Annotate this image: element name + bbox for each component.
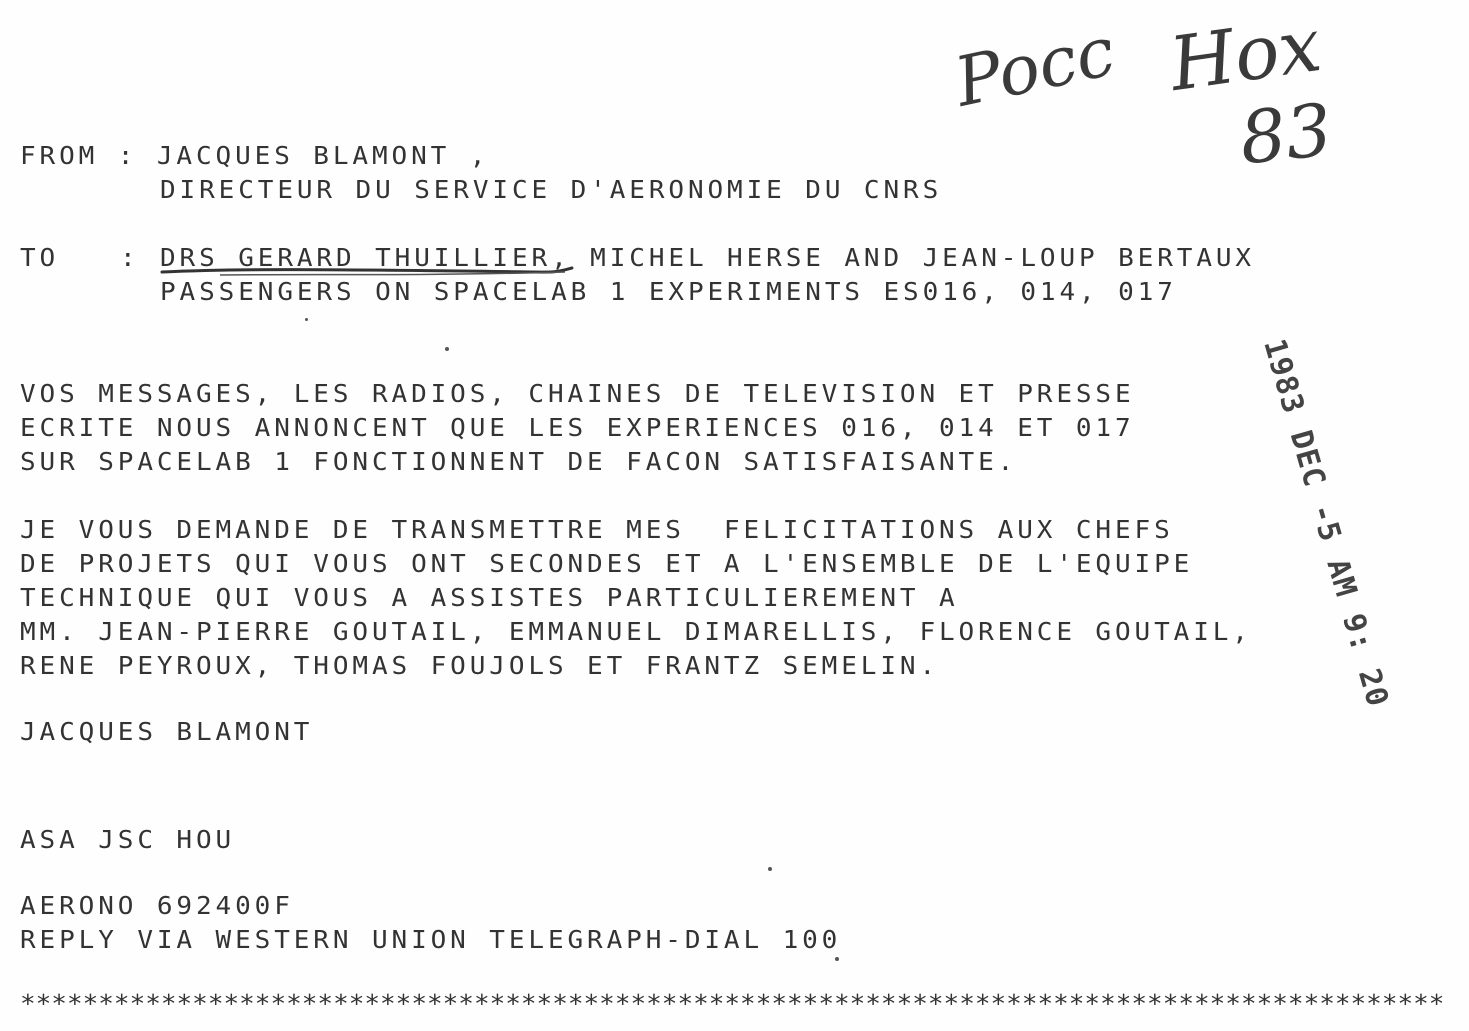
body-paragraph-2-line-3: TECHNIQUE QUI VOUS A ASSISTES PARTICULIEREMENT A xyxy=(20,583,959,613)
body-paragraph-2-line-4: MM. JEAN-PIERRE GOUTAIL, EMMANUEL DIMARELLIS, FLORENCE GOUTAIL, xyxy=(20,617,1252,647)
separator-line: ******************************************************************************************* xyxy=(20,989,1445,1019)
to-colon: : xyxy=(120,243,140,273)
body-paragraph-2-line-5: RENE PEYROUX, THOMAS FOUJOLS ET FRANTZ SEMELIN. xyxy=(20,651,940,681)
body-paragraph-2-line-1: JE VOUS DEMANDE DE TRANSMETTRE MES FELICITATIONS AUX CHEFS xyxy=(20,515,1174,545)
body-paragraph-1-line-1: VOS MESSAGES, LES RADIOS, CHAINES DE TELEVISION ET PRESSE xyxy=(20,379,1135,409)
body-paragraph-1-line-3: SUR SPACELAB 1 FONCTIONNENT DE FACON SATISFAISANTE. xyxy=(20,447,1018,477)
sender-code: AERONO 692400F xyxy=(20,891,294,921)
reply-instructions: REPLY VIA WESTERN UNION TELEGRAPH-DIAL 100 xyxy=(20,925,842,955)
handwritten-pocc-note: Pocc xyxy=(948,12,1122,123)
scan-speck xyxy=(768,867,772,871)
to-label: TO xyxy=(20,243,60,273)
scan-speck xyxy=(305,318,308,321)
signature: JACQUES BLAMONT xyxy=(20,717,314,747)
handwritten-hox-note: Hox xyxy=(1164,1,1327,109)
routing-code: ASA JSC HOU xyxy=(20,825,236,855)
scan-speck xyxy=(835,957,839,961)
body-paragraph-2-line-2: DE PROJETS QUI VOUS ONT SECONDES ET A L'ENSEMBLE DE L'EQUIPE xyxy=(20,549,1194,579)
date-received-stamp: 1983 DEC -5 AM 9: 20 xyxy=(1256,335,1396,712)
body-paragraph-1-line-2: ECRITE NOUS ANNONCENT QUE LES EXPERIENCES 016, 014 ET 017 xyxy=(20,413,1135,443)
from-title-line: DIRECTEUR DU SERVICE D'AERONOMIE DU CNRS xyxy=(160,175,943,205)
scan-speck xyxy=(445,347,449,351)
handwritten-number-note: 83 xyxy=(1235,87,1336,181)
from-line: FROM : JACQUES BLAMONT , xyxy=(20,141,490,171)
to-recipients-line: DRS GERARD THUILLIER, MICHEL HERSE AND JEAN-LOUP BERTAUX xyxy=(160,243,1255,273)
to-passengers-line: PASSENGERS ON SPACELAB 1 EXPERIMENTS ES016, 014, 017 xyxy=(160,277,1177,307)
